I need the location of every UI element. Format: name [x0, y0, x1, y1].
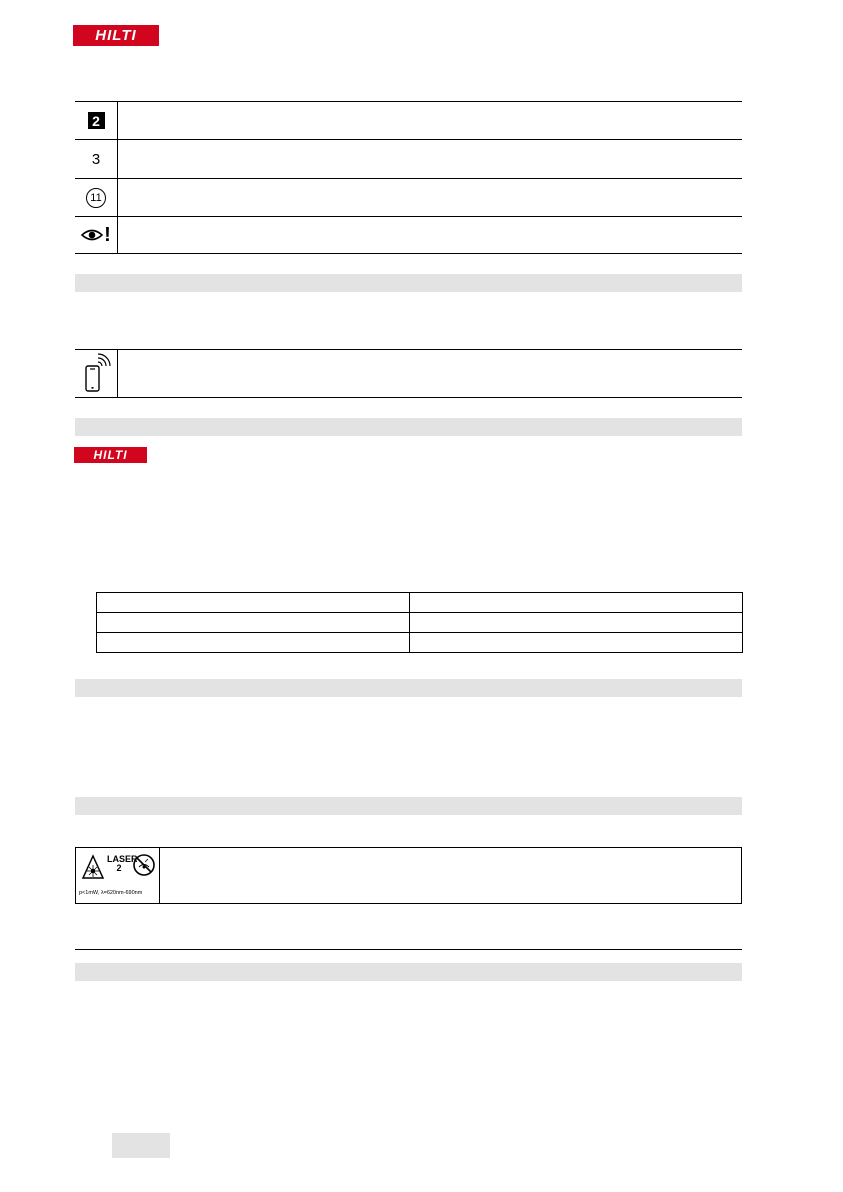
symbol-row [75, 179, 117, 216]
table-row [97, 593, 743, 613]
section-heading-band [75, 274, 742, 292]
table-cell [97, 633, 410, 653]
table-column-rule [117, 101, 118, 253]
table-cell [410, 593, 743, 613]
table-cell [410, 633, 743, 653]
table-column-rule [117, 349, 118, 397]
table-cell [97, 593, 410, 613]
section-heading-band [75, 797, 742, 815]
laser-spec-text: p<1mW, λ=620nm-690nm [79, 890, 143, 896]
laser-warning-sign [76, 848, 160, 903]
table-row [97, 633, 743, 653]
laser-triangle-icon [81, 854, 105, 880]
hilti-logo-small [74, 447, 147, 463]
step-number-box-glyph: 2 [92, 112, 100, 129]
symbol-row [75, 102, 117, 139]
laser-class-text [107, 854, 138, 874]
symbol-row [75, 217, 117, 253]
step-number-plain-icon: 3 [91, 150, 101, 168]
symbol-row [75, 140, 117, 178]
hilti-logo-text: HILTI [95, 27, 137, 44]
laser-class-word: LASER [107, 854, 138, 864]
table-rule [75, 178, 742, 179]
exclamation-glyph: ! [104, 224, 111, 246]
device-icon-cell [75, 350, 117, 397]
no-stare-icon [132, 853, 156, 877]
section-heading-band [75, 679, 742, 697]
table-rule [75, 397, 742, 398]
step-number-box-icon [88, 112, 105, 129]
table-rule [75, 349, 742, 350]
mobile-wireless-icon [81, 353, 111, 395]
eye-icon [81, 228, 103, 242]
table-row [97, 613, 743, 633]
section-divider [75, 949, 742, 950]
table-rule [75, 139, 742, 140]
table-rule [75, 216, 742, 217]
table-rule [75, 253, 742, 254]
table-rule [75, 101, 742, 102]
hilti-logo-small-text: HILTI [93, 448, 128, 462]
table-cell [97, 613, 410, 633]
hilti-logo [73, 25, 159, 46]
page-number-box [112, 1133, 170, 1158]
table-cell [410, 613, 743, 633]
circled-number-glyph: 11 [90, 191, 102, 204]
eye-warning-icon [81, 225, 111, 245]
laser-class-box [75, 847, 742, 904]
spec-table [96, 592, 743, 653]
section-heading-band [75, 418, 742, 436]
section-heading-band [75, 963, 742, 981]
circled-number-icon [86, 188, 106, 208]
laser-class-number: 2 [116, 863, 122, 874]
